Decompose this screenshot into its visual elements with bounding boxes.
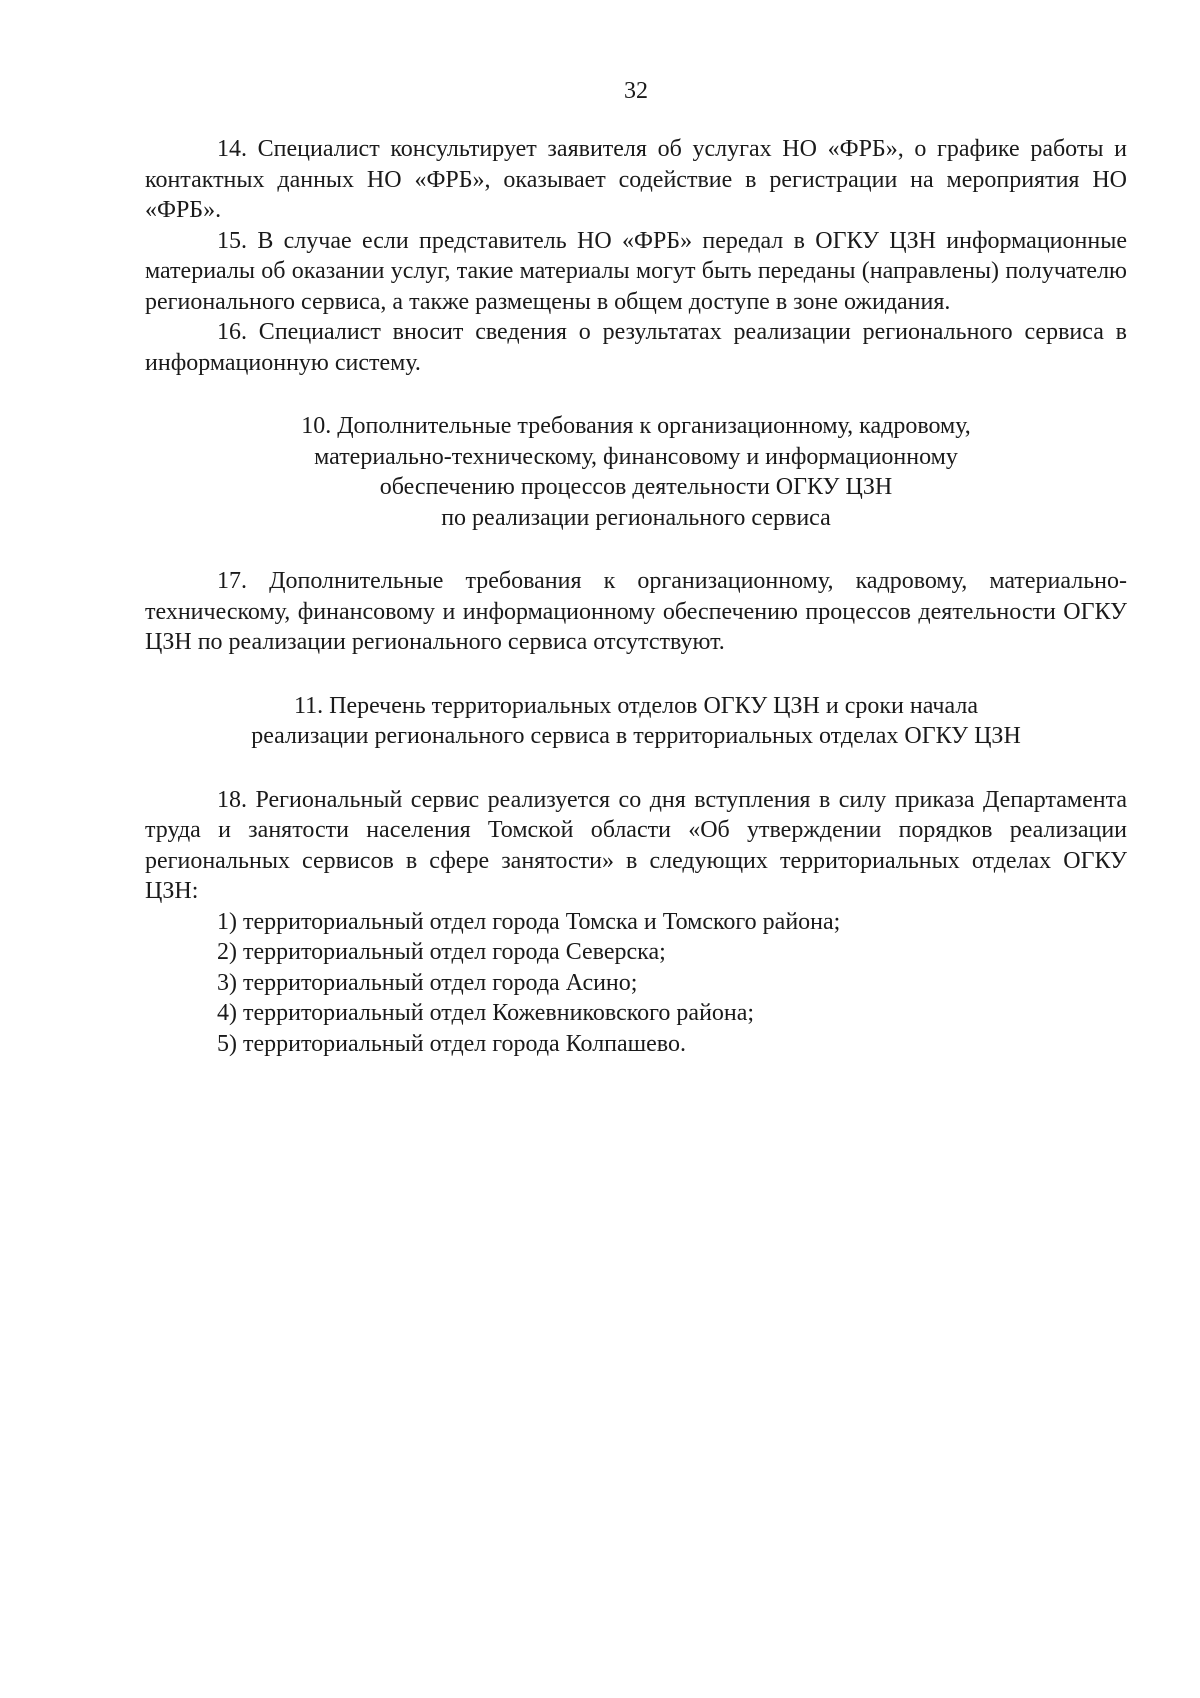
section-10-heading-line: обеспечению процессов деятельности ОГКУ ЦЗН [379,474,893,500]
paragraph-14: 14. Специалист консультирует заявителя об услугах НО «ФРБ», о графике работы и контактных данных НО «ФРБ», оказывает содействие в регистрации на мероприятия НО «ФРБ». [145,136,1127,223]
section-10-heading [145,411,1127,533]
list-item: 5) территориальный отдел города Колпашево. [217,1030,686,1057]
territorial-offices-list [145,907,1127,1060]
list-item: 3) территориальный отдел города Асино; [217,969,638,996]
section-10-heading-line: по реализации регионального сервиса [441,504,831,531]
paragraph-18: 18. Региональный сервис реализуется со дня вступления в силу приказа Департамента труда и занятости населения Томской области «Об утверждении порядков реализации региональных сервисов в сфере занятости» в следующих территориальных отделах ОГКУ ЦЗН: [145,786,1127,904]
list-item: 2) территориальный отдел города Северска; [217,939,666,965]
list-item: 4) территориальный отдел Кожевниковского района; [217,1000,755,1026]
section-11-heading-line: реализации регионального сервиса в территориальных отделах ОГКУ ЦЗН [251,723,1021,749]
paragraph-17: 17. Дополнительные требования к организационному, кадровому, материально-техническому, финансовому и информационному обеспечению процессов деятельности ОГКУ ЦЗН по реализации регионального сервиса отсутствуют. [145,568,1127,655]
section-11-heading-line: 11. Перечень территориальных отделов ОГКУ ЦЗН и сроки начала [294,692,978,719]
paragraph-16: 16. Специалист вносит сведения о результатах реализации регионального сервиса в информационную систему. [145,319,1127,376]
page-number: 32 [624,78,648,104]
list-item: 1) территориальный отдел города Томска и Томского района; [217,908,841,935]
document-body [145,134,1127,1059]
section-11-heading [145,691,1127,752]
section-10-heading-line: 10. Дополнительные требования к организационному, кадровому, [301,413,971,439]
section-10-heading-line: материально-техническому, финансовому и информационному [314,443,958,470]
paragraph-15: 15. В случае если представитель НО «ФРБ» передал в ОГКУ ЦЗН информационные материалы об оказании услуг, такие материалы могут быть переданы (направлены) получателю регионального сервиса, а также размещены в общем доступе в зоне ожидания. [145,227,1127,315]
